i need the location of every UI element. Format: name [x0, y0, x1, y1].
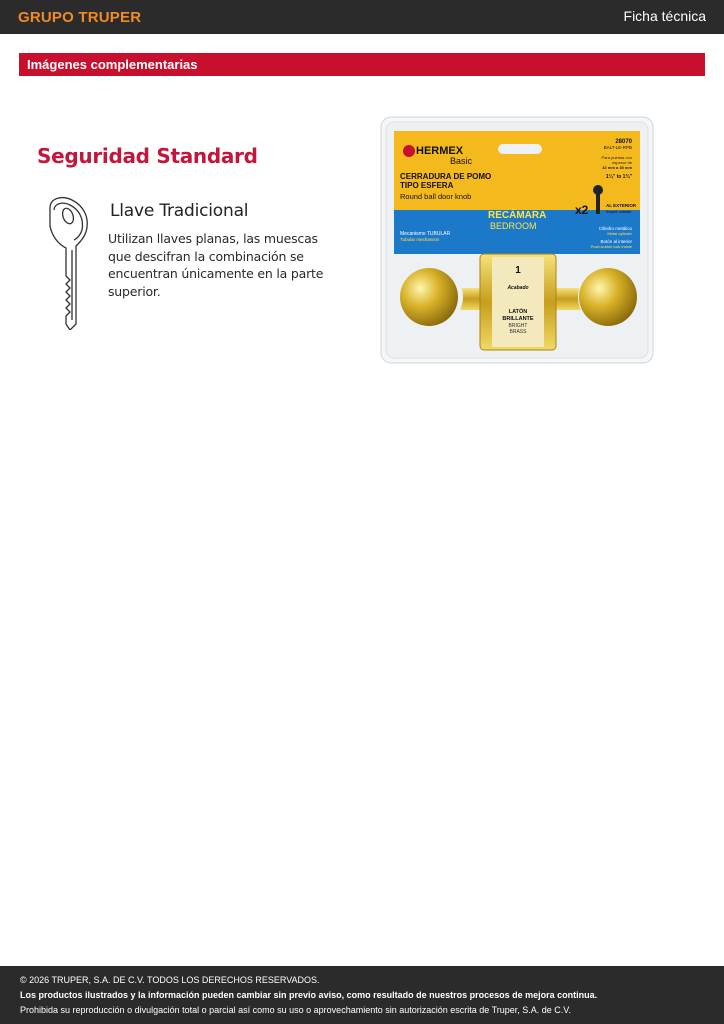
- package-key-count: x2: [575, 203, 589, 217]
- package-button: Botón al interior: [600, 239, 632, 244]
- package-title-en: Round ball door knob: [400, 192, 472, 201]
- feature-description: Utilizan llaves planas, las muescas que descifran la combinación se encuentran únicamente en la parte superior.: [108, 231, 324, 299]
- package-button-en: Push-button lock inside: [590, 244, 632, 249]
- feature-panel: [30, 140, 360, 340]
- footer-copyright: © 2026 TRUPER, S.A. DE C.V. TODOS LOS DERECHOS RESERVADOS.: [20, 975, 320, 985]
- package-year: 1: [515, 265, 521, 276]
- package-title-line2: TIPO ESFERA: [400, 181, 454, 190]
- section-title: Imágenes complementarias: [27, 57, 198, 72]
- brand-logo: GRUPO TRUPER: [18, 9, 142, 26]
- package-mechanism-en: Tubular mechanism: [400, 237, 440, 242]
- package-title-line1: CERRADURA DE POMO: [400, 172, 492, 181]
- package-finish: Acabado: [507, 285, 529, 291]
- package-cylinder: Cilindro metálico: [598, 226, 632, 231]
- footer-notice: Los productos ilustrados y la información pueden cambiar sin previo aviso, como resultado de nuestros procesos de mejora continua.: [20, 990, 598, 1000]
- package-room-en: BEDROOM: [490, 221, 537, 231]
- package-finish-name1: LATÓN: [508, 309, 528, 315]
- section-header: [19, 53, 705, 76]
- package-mechanism: Mecanismo TUBULAR: [400, 231, 451, 237]
- package-door-note3: 32 mm a 45 mm: [602, 165, 632, 170]
- package-thickness: 1¼" to 1¾": [605, 174, 632, 180]
- product-image: [380, 116, 654, 364]
- package-finish-name2: BRILLANTE: [502, 316, 534, 322]
- package-code: 28070: [615, 139, 632, 145]
- footer-legal: Prohibida su reproducción o divulgación total o parcial así como su uso o aprovechamiento sin autorización escrita de Truper, S.A. de C.V.: [20, 1005, 571, 1015]
- package-door-note2: espesor de: [612, 160, 632, 165]
- package-finish-en2: BRASS: [509, 329, 527, 335]
- footer: [0, 966, 724, 1024]
- package-door-note1: Para puertas con: [601, 155, 632, 160]
- package-finish-en1: BRIGHT: [508, 323, 528, 329]
- package-room: RECÁMARA: [488, 210, 547, 221]
- key-icon: [42, 196, 92, 330]
- package-sku: BALT-LE-RPB: [603, 145, 632, 150]
- feature-heading: Seguridad Standard: [37, 144, 258, 168]
- top-bar: [0, 0, 724, 34]
- package-line: Basic: [450, 156, 473, 166]
- package-exterior: AL EXTERIOR: [606, 203, 637, 208]
- package-exterior-en: Keyed outside: [606, 209, 632, 214]
- feature-subheading: Llave Tradicional: [110, 201, 249, 221]
- document-type: Ficha técnica: [623, 8, 706, 24]
- package-brand: HERMEX: [416, 145, 464, 157]
- package-cylinder-en: Metal cylinder: [607, 231, 632, 236]
